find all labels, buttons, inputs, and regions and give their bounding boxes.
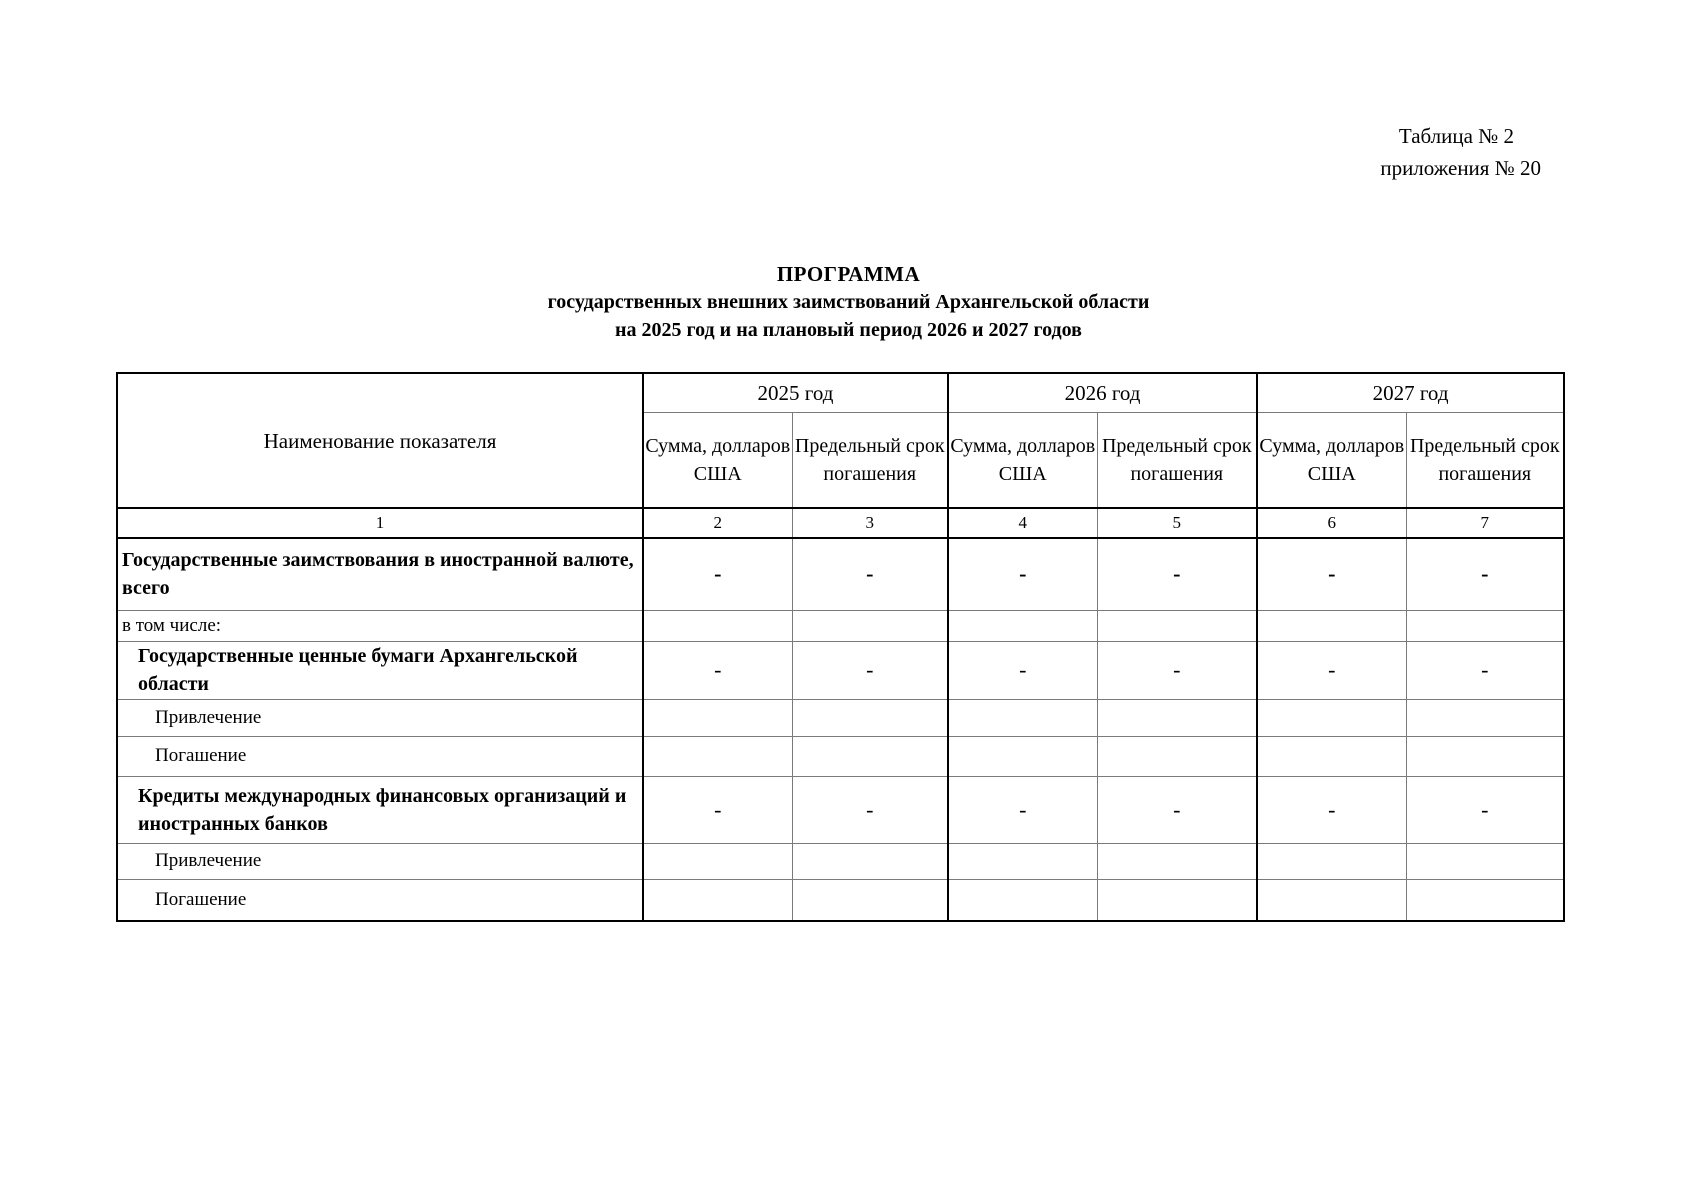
table-number-label: Таблица № 2 <box>1398 124 1514 148</box>
column-number: 5 <box>1097 508 1257 538</box>
title-line-1: ПРОГРАММА <box>776 262 921 286</box>
table-cell: - <box>1406 776 1564 843</box>
row-label: в том числе: <box>117 610 643 641</box>
table-cell <box>643 699 792 736</box>
row-label: Государственные заимствования в иностранной валюте, всего <box>117 538 643 610</box>
table-cell: - <box>792 641 948 699</box>
table-cell <box>1097 610 1257 641</box>
table-cell: - <box>1406 641 1564 699</box>
table-cell <box>1257 699 1406 736</box>
table-row <box>117 641 1564 699</box>
table-row <box>117 736 1564 776</box>
table-cell <box>643 879 792 921</box>
table-cell <box>643 736 792 776</box>
table-cell: - <box>1097 776 1257 843</box>
table-cell <box>948 699 1097 736</box>
table-cell <box>1406 879 1564 921</box>
table-cell <box>1097 843 1257 879</box>
table-cell: - <box>948 641 1097 699</box>
table-cell <box>1097 736 1257 776</box>
table-row <box>117 538 1564 610</box>
borrowing-program-table <box>116 372 1565 922</box>
year-header-2025: 2025 год <box>643 373 948 413</box>
document-title <box>0 260 1697 344</box>
table-row <box>117 843 1564 879</box>
table-cell: - <box>792 538 948 610</box>
table-cell <box>948 610 1097 641</box>
table-cell <box>1406 736 1564 776</box>
table-cell <box>792 610 948 641</box>
table-cell <box>643 610 792 641</box>
table-cell <box>948 879 1097 921</box>
table-cell: - <box>1257 538 1406 610</box>
table-cell: - <box>1097 538 1257 610</box>
table-cell <box>1097 879 1257 921</box>
row-label: Кредиты международных финансовых организаций и иностранных банков <box>117 776 643 843</box>
table-cell: - <box>948 776 1097 843</box>
table-cell: - <box>948 538 1097 610</box>
maturity-header-2025: Предельный срок погашения <box>792 413 948 509</box>
row-label: Погашение <box>117 736 643 776</box>
table-row <box>117 610 1564 641</box>
table-cell: - <box>643 776 792 843</box>
column-number: 1 <box>117 508 643 538</box>
column-number: 4 <box>948 508 1097 538</box>
table-cell: - <box>1257 776 1406 843</box>
header-row-years <box>117 373 1564 413</box>
table-cell: - <box>1097 641 1257 699</box>
table-cell <box>1406 610 1564 641</box>
year-header-2027: 2027 год <box>1257 373 1564 413</box>
table-cell <box>1406 699 1564 736</box>
table-cell <box>1406 843 1564 879</box>
row-label: Привлечение <box>117 843 643 879</box>
year-header-2026: 2026 год <box>948 373 1257 413</box>
table-cell <box>792 879 948 921</box>
column-number: 2 <box>643 508 792 538</box>
table-cell <box>792 699 948 736</box>
table-cell <box>1257 610 1406 641</box>
row-label: Государственные ценные бумаги Архангельской области <box>117 641 643 699</box>
column-numbers-row <box>117 508 1564 538</box>
appendix-number-label: приложения № 20 <box>1380 156 1541 180</box>
table-row <box>117 879 1564 921</box>
annex-reference <box>1380 120 1541 184</box>
table-cell: - <box>643 538 792 610</box>
table-cell: - <box>792 776 948 843</box>
table-row <box>117 699 1564 736</box>
column-number: 3 <box>792 508 948 538</box>
table-cell <box>1257 736 1406 776</box>
table-row <box>117 776 1564 843</box>
table-cell <box>1097 699 1257 736</box>
table-cell <box>948 736 1097 776</box>
table-cell <box>948 843 1097 879</box>
column-number: 7 <box>1406 508 1564 538</box>
row-label: Привлечение <box>117 699 643 736</box>
table-cell <box>792 736 948 776</box>
sum-usd-header-2025: Сумма, долларов США <box>643 413 792 509</box>
table-cell <box>1257 843 1406 879</box>
table-cell <box>1257 879 1406 921</box>
row-label: Погашение <box>117 879 643 921</box>
table-cell: - <box>643 641 792 699</box>
table-cell <box>792 843 948 879</box>
table-cell: - <box>1406 538 1564 610</box>
column-number: 6 <box>1257 508 1406 538</box>
title-line-3: на 2025 год и на плановый период 2026 и 2027 годов <box>615 319 1082 341</box>
title-line-2: государственных внешних заимствований Архангельской области <box>547 291 1150 313</box>
sum-usd-header-2027: Сумма, долларов США <box>1257 413 1406 509</box>
indicator-name-header: Наименование показателя <box>117 373 643 508</box>
table-cell: - <box>1257 641 1406 699</box>
maturity-header-2026: Предельный срок погашения <box>1097 413 1257 509</box>
maturity-header-2027: Предельный срок погашения <box>1406 413 1564 509</box>
sum-usd-header-2026: Сумма, долларов США <box>948 413 1097 509</box>
table-cell <box>643 843 792 879</box>
